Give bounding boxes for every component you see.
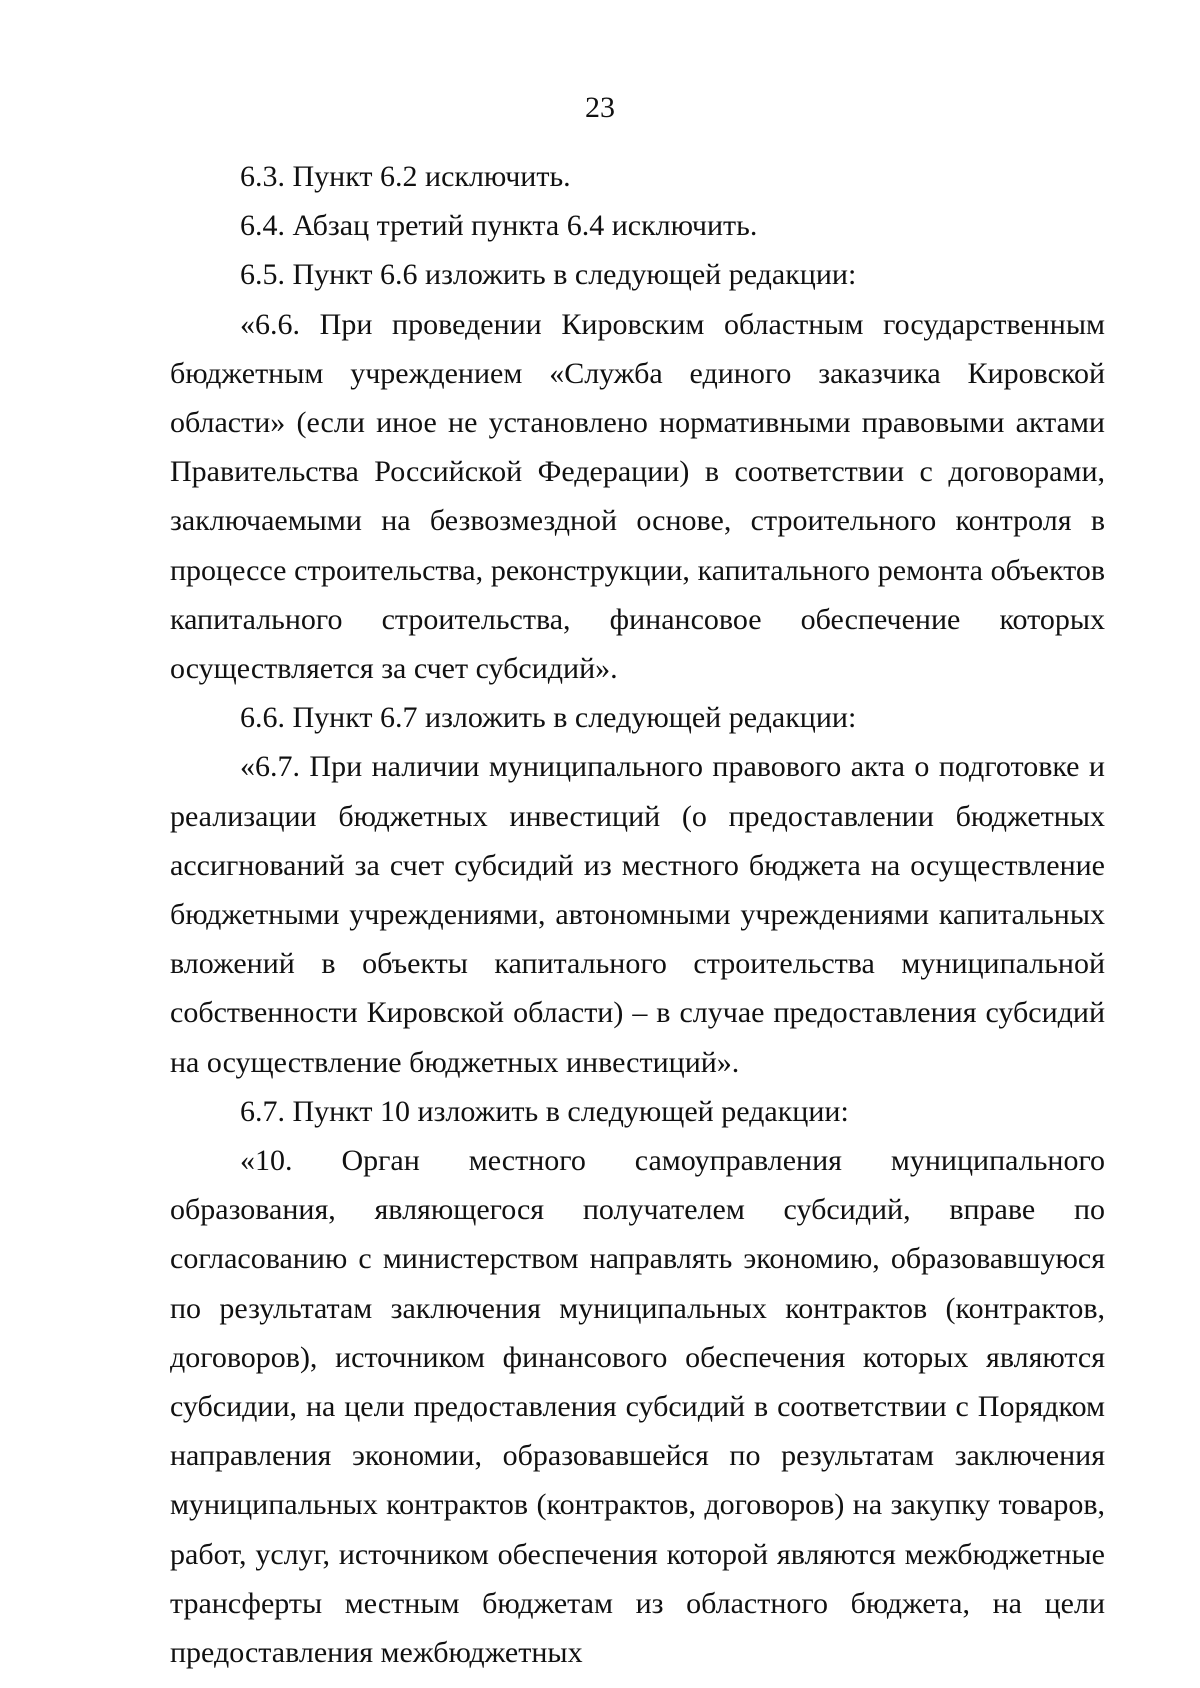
page-number: 23 (585, 91, 615, 124)
paragraph-quote-10: «10. Орган местного самоуправления муниципального образования, являющегося получателем субсидий, вправе по согласованию с министерством направлять экономию, образовавшуюся по результатам заключения муниципальных контрактов (контрактов, договоров), источником финансового обеспечения которых являются субсидии, на цели предоставления субсидий в соответствии с Порядком направления экономии, образовавшейся по результатам заключения муниципальных контрактов (контрактов, договоров) на закупку товаров, работ, услуг, источником обеспечения которой являются межбюджетные трансферты местным бюджетам из областного бюджета, на цели предоставления межбюджетных (170, 1144, 1105, 1670)
paragraph-quote-6-6: «6.6. При проведении Кировским областным государственным бюджетным учреждением «Служба единого заказчика Кировской области» (если иное не установлено нормативными правовыми актами Правительства Российской Федерации) в соответствии с договорами, заключаемыми на безвозмездной основе, строительного контроля в процессе строительства, реконструкции, капитального ремонта объектов капитального строительства, финансовое обеспечение которых осуществляется за счет субсидий». (170, 307, 1105, 686)
paragraph-6-4: 6.4. Абзац третий пункта 6.4 исключить. (240, 209, 758, 243)
paragraph-quote-6-7: «6.7. При наличии муниципального правового акта о подготовке и реализации бюджетных инвестиций (о предоставлении бюджетных ассигнований за счет субсидий из местного бюджета на осуществление бюджетными учреждениями, автономными учреждениями капитальных вложений в объекты капитального строительства муниципальной собственности Кировской области) – в случае предоставления субсидий на осуществление бюджетных инвестиций». (170, 750, 1105, 1079)
document-body (170, 152, 1105, 1677)
paragraph-6-3: 6.3. Пункт 6.2 исключить. (240, 160, 571, 193)
paragraph-6-7: 6.7. Пункт 10 изложить в следующей редакции: (240, 1094, 849, 1128)
paragraph-6-6: 6.6. Пункт 6.7 изложить в следующей редакции: (240, 701, 857, 735)
paragraph-6-5: 6.5. Пункт 6.6 изложить в следующей редакции: (240, 258, 857, 292)
